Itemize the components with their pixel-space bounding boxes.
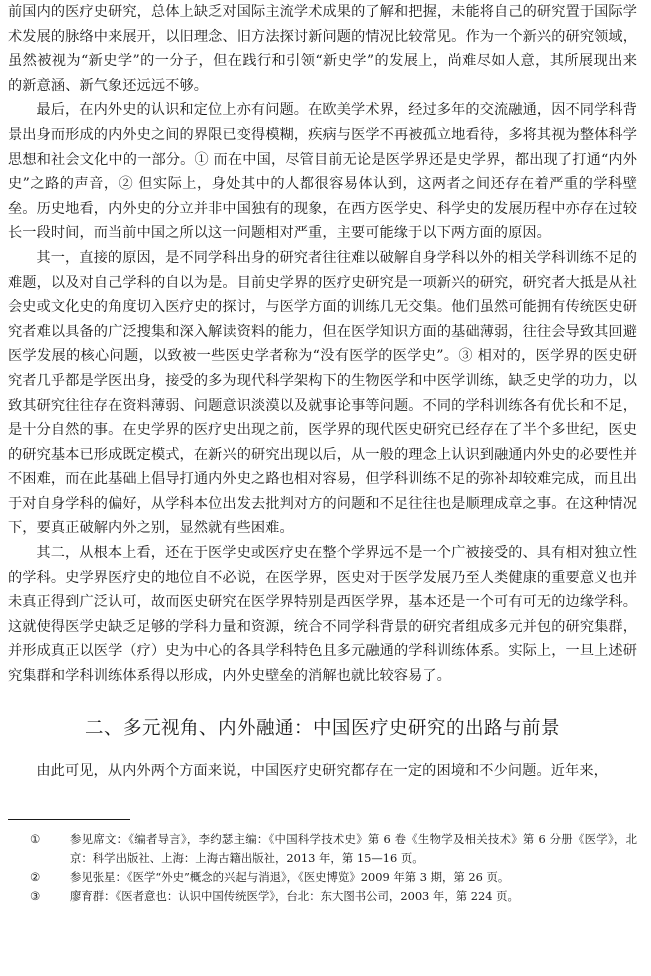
footnote-divider	[8, 819, 130, 820]
footnote-2-text: 参见张星：《医学“外史”概念的兴起与消退》，《医史博览》2009 年第 3 期，第 26 页。	[70, 869, 510, 884]
paragraph-4	[8, 541, 637, 689]
paragraph-3	[8, 246, 637, 541]
paragraph-3-text-b: ③ 相对的，医学界的医史研究者几乎都是学医出身，接受的多为现代科学架构下的生物医学和中医学训练，缺乏史学的功力，以致其研究往往存在资料薄弱、问题意识淡漠以及就事论事等问题。不同的学科训练各有优长和不足，是十分自然的事。在史学界的医疗史出现之前，医学界的现代医史研究已经存在了半个多世纪，医史的研究基本已形成既定模式，在新兴的研究出现以后，从一般的理念上认识到融通内外史的必要性并不困难，而在此基础上倡导打通内外史之路也相对容易，但学科训练不足的弥补却较难完成，而且出于对自身学科的偏好，从学科本位出发去批判对方的问题和不足往往也是顺理成章之事。在这种情况下，要真正破解内外之别，显然就有些困难。	[8, 348, 637, 537]
paragraph-2-text-b: ① 而在中国，尽管目前无论是医学界还是史学界，都出现了打通“内外史”之路的声音，	[8, 151, 637, 193]
paragraph-1-text: 前国内的医疗史研究，总体上缺乏对国际主流学术成果的了解和把握，未能将自己的研究置于国际学术发展的脉络中来展开，以旧理念、旧方法探讨新问题的情况比较常见。作为一个新兴的研究领域，虽然被视为“新史学”的一分子，但在践行和引领“新史学”的发展上，尚难尽如人意，其所展现出来的新意涵、新气象还远远不够。	[8, 4, 637, 94]
paragraph-3-text-a: 其一，直接的原因，是不同学科出身的研究者往往难以破解自身学科以外的相关学科训练不足的难题，以及对自己学科的自以为是。目前史学界的医疗史研究是一项新兴的研究，研究者大抵是从社会史或文化史的角度切入医疗史的探讨，与医学方面的训练几无交集。他们虽然可能拥有传统医史研究者难以具备的广泛搜集和深入解读资料的能力，但在医学知识方面的基础薄弱，往往会导致其回避医学发展的核心问题，以致被一些医史学者称为“没有医学的医学史”。	[8, 249, 637, 365]
footnote-1-number: ①	[30, 832, 41, 847]
footnote-2	[8, 868, 637, 887]
paragraph-4-text: 其二，从根本上看，还在于医学史或医疗史在整个学界远不是一个广被接受的、具有相对独立性的学科。史学界医疗史的地位自不必说，在医学界，医史对于医学发展乃至人类健康的重要意义也并未真正得到广泛认可，故而医史研究在医学界特别是西医学界，基本还是一个可有可无的边缘学科。这就使得医学史缺乏足够的学科力量和资源，统合不同学科背景的研究者组成多元并包的研究集群，并形成真正以医学（疗）史为中心的各具学科特色且多元融通的学科训练体系。实际上，一旦上述研究集群和学科训练体系得以形成，内外史壁垒的消解也就比较容易了。	[8, 545, 637, 685]
footnote-3-text: 廖育群：《医者意也：认识中国传统医学》，台北：东大图书公司，2003 年，第 224 页。	[70, 888, 519, 903]
footnotes	[8, 830, 637, 905]
footnote-1	[8, 830, 637, 868]
body-text	[8, 0, 637, 783]
closing-paragraph: 由此可见，从内外两个方面来说，中国医疗史研究都存在一定的困境和不少问题。近年来，	[36, 762, 608, 779]
footnote-1-text: 参见席文：《编者导言》，李约瑟主编：《中国科学技术史》第 6 卷《生物学及相关技术》第 6 分册《医学》，北京：科学出版社、上海：上海古籍出版社，2013 年，第 15—16 页。	[70, 832, 637, 866]
footnote-2-number: ②	[30, 869, 41, 884]
section-heading: 二、多元视角、内外融通：中国医疗史研究的出路与前景	[84, 717, 560, 739]
paragraph-2-text-c: ② 但实际上，身处其中的人都很容易体认到，这两者之间还存在着严重的学科壁垒。历史地看，内外史的分立并非中国独有的现象，在西方医学史、科学史的发展历程中亦存在过较长一段时间，而当前中国之所以这一问题相对严重，主要可能缘于以下两方面的原因。	[8, 176, 637, 242]
paragraph-2	[8, 98, 637, 246]
paragraph-1	[8, 0, 637, 98]
footnote-3-number: ③	[30, 888, 41, 903]
footnote-3	[8, 887, 637, 906]
paragraph-2-text-a: 最后，在内外史的认识和定位上亦有问题。在欧美学术界，经过多年的交流融通，因不同学科背景出身而形成的内外史之间的界限已变得模糊，疾病与医学不再被孤立地看待，多将其视为整体科学思想和社会文化中的一部分。	[8, 102, 637, 168]
